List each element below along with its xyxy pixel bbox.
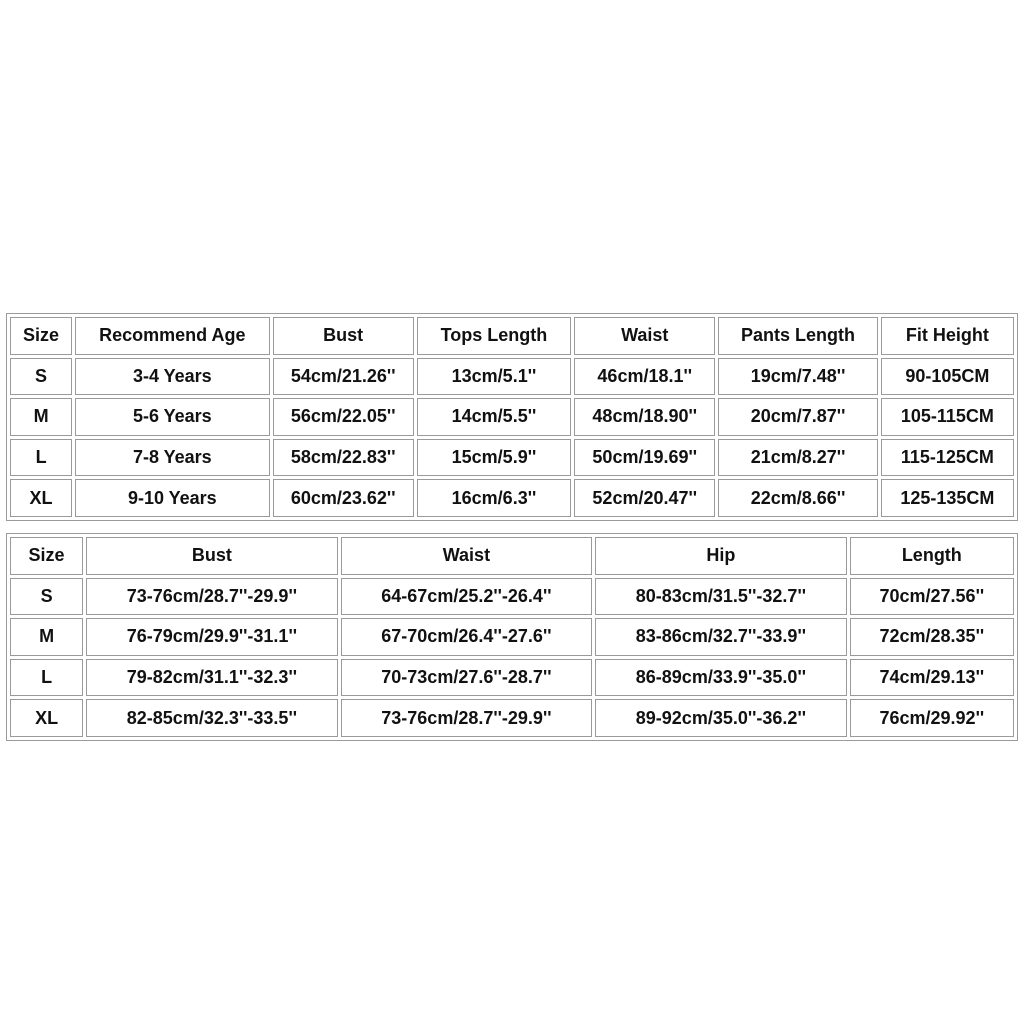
table-cell: M	[10, 618, 83, 656]
table-cell: 70cm/27.56''	[850, 578, 1014, 616]
table-cell: 58cm/22.83''	[273, 439, 414, 477]
table-cell: 46cm/18.1''	[574, 358, 715, 396]
table-cell: 3-4 Years	[75, 358, 269, 396]
table-cell: S	[10, 358, 72, 396]
header-cell-recommend-age: Recommend Age	[75, 317, 269, 355]
table-cell: 90-105CM	[881, 358, 1014, 396]
table-cell: 83-86cm/32.7''-33.9''	[595, 618, 847, 656]
table-row	[10, 578, 1014, 616]
header-cell-fit-height: Fit Height	[881, 317, 1014, 355]
table-cell: 115-125CM	[881, 439, 1014, 477]
table-cell: 20cm/7.87''	[718, 398, 877, 436]
table-row	[10, 479, 1014, 517]
table-cell: 16cm/6.3''	[417, 479, 571, 517]
table-cell: 80-83cm/31.5''-32.7''	[595, 578, 847, 616]
table-cell: 56cm/22.05''	[273, 398, 414, 436]
table-cell: S	[10, 578, 83, 616]
table-cell: L	[10, 659, 83, 697]
table-cell: XL	[10, 479, 72, 517]
table-row	[10, 699, 1014, 737]
table-cell: 52cm/20.47''	[574, 479, 715, 517]
table-cell: 15cm/5.9''	[417, 439, 571, 477]
table-cell: 73-76cm/28.7''-29.9''	[341, 699, 593, 737]
table-row	[10, 398, 1014, 436]
table-cell: 21cm/8.27''	[718, 439, 877, 477]
table-cell: 125-135CM	[881, 479, 1014, 517]
table-cell: 19cm/7.48''	[718, 358, 877, 396]
table-cell: 22cm/8.66''	[718, 479, 877, 517]
table-cell: 64-67cm/25.2''-26.4''	[341, 578, 593, 616]
table-cell: 67-70cm/26.4''-27.6''	[341, 618, 593, 656]
adult-size-chart-table	[6, 533, 1018, 741]
table-cell: M	[10, 398, 72, 436]
table-cell: 72cm/28.35''	[850, 618, 1014, 656]
table-cell: 76cm/29.92''	[850, 699, 1014, 737]
table-cell: 13cm/5.1''	[417, 358, 571, 396]
table-cell: 70-73cm/27.6''-28.7''	[341, 659, 593, 697]
kids-size-chart-table	[6, 313, 1018, 521]
table-cell: 48cm/18.90''	[574, 398, 715, 436]
header-cell-bust: Bust	[86, 537, 338, 575]
table-cell: 9-10 Years	[75, 479, 269, 517]
table-cell: 105-115CM	[881, 398, 1014, 436]
header-cell-waist: Waist	[574, 317, 715, 355]
table-cell: 89-92cm/35.0''-36.2''	[595, 699, 847, 737]
table-cell: 79-82cm/31.1''-32.3''	[86, 659, 338, 697]
table-cell: 74cm/29.13''	[850, 659, 1014, 697]
header-cell-waist: Waist	[341, 537, 593, 575]
table-cell: 14cm/5.5''	[417, 398, 571, 436]
table-cell: 82-85cm/32.3''-33.5''	[86, 699, 338, 737]
table-cell: 76-79cm/29.9''-31.1''	[86, 618, 338, 656]
table-cell: 50cm/19.69''	[574, 439, 715, 477]
header-cell-tops-length: Tops Length	[417, 317, 571, 355]
table-row	[10, 659, 1014, 697]
header-cell-length: Length	[850, 537, 1014, 575]
header-cell-pants-length: Pants Length	[718, 317, 877, 355]
table-cell: L	[10, 439, 72, 477]
table-cell: 7-8 Years	[75, 439, 269, 477]
table-cell: 54cm/21.26''	[273, 358, 414, 396]
header-cell-hip: Hip	[595, 537, 847, 575]
table-cell: 60cm/23.62''	[273, 479, 414, 517]
table-row	[10, 439, 1014, 477]
table-cell: 5-6 Years	[75, 398, 269, 436]
table-header-row	[10, 537, 1014, 575]
table-row	[10, 358, 1014, 396]
table-cell: XL	[10, 699, 83, 737]
header-cell-size: Size	[10, 317, 72, 355]
header-cell-bust: Bust	[273, 317, 414, 355]
table-cell: 86-89cm/33.9''-35.0''	[595, 659, 847, 697]
table-cell: 73-76cm/28.7''-29.9''	[86, 578, 338, 616]
table-header-row	[10, 317, 1014, 355]
header-cell-size: Size	[10, 537, 83, 575]
table-row	[10, 618, 1014, 656]
